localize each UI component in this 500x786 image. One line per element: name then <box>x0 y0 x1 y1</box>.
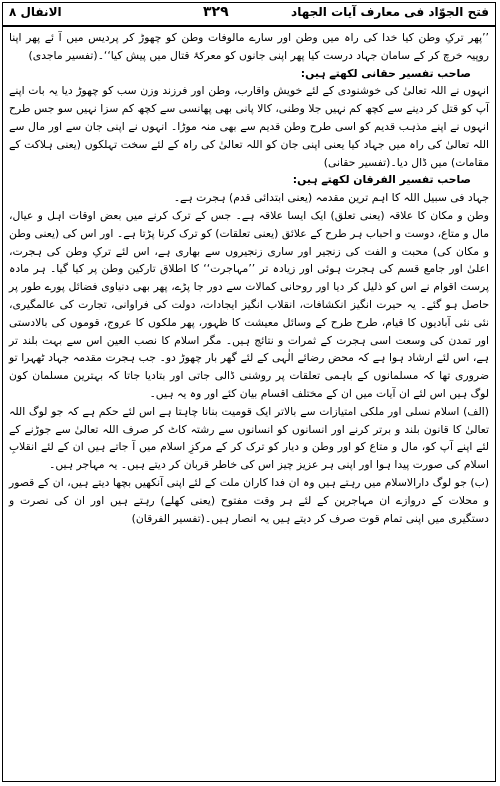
chapter-label: الانفال ۸ <box>9 5 62 19</box>
paragraph-watan: وطن و مکان کا علاقہ (یعنی تعلق) ایک ایسا علاقہ ہے۔ جس کے ترک کرنے میں بعض اوقات اہل و عیال، مال و متاع، دوست و احباب ہر طرح کے علائق (یعنی تعلقات) کو ترک کرنا پڑتا ہے۔ اور اس کی (یعنی وطن و مکان کی) محبت و الفت کی زنجیر اور ساری زنجیروں سے بھاری ہے، اس لئے ترکِ وطن کی ہجرت، اعلیٰ اور جامع قسم کی ہجرت ہوئی اور زیادہ تر ’’مہاجرت‘‘ کا اطلاق تارکین وطن پر کیا گیا۔ ہر مادہ پرست اقوام نے اس کو ذلیل کر دیا اور روحانی کمالات سے دور جا پڑے، پھر بھی دنیاوی فضائل پورے طور پر حاصل ہو گئے۔ یہ حیرت انگیز انکشافات، انقلاب انگیز ایجادات، دولت کی فراوانی، تجارت کی عالمگیری، نئی نئی آبادیوں کا قیام، طرح طرح کے وسائل معیشت کا ظہور، پھر ملکوں کا عروج، قوموں کی بالادستی اور تمدن کی وسعت اسی ہجرت کے ثمرات و نتائج ہیں۔ مگر اسلام کا نصب العین اس سے بہت بلند تر ہے، اس لئے ارشاد ہوا ہے کہ محض رضائے الٰہی کے لئے گھر بار چھوڑ دو۔ جب ہجرت مقدمہ جہاد ٹھہرا تو ضروری تھا کہ مسلمانوں کے باہمی تعلقات پر روشنی ڈالی جاتی اور بتادیا جاتا کہ بہترین مسلمان کون لوگ ہیں اس لئے ان آیات میں ان کے مختلف اقسام بیان کئے اور وہ یہ ہیں۔ <box>9 208 489 400</box>
paragraph-majidi-quote: ’’پھر ترکِ وطن کیا خدا کی راہ میں وطن اور سارے مالوفات وطن کو چھوڑ کر پردیس میں آ ئے پھر اپنا روپیہ خرچ کر کے سامان جہاد درست کیا پھر اپنی جانوں کو معرکۂ قتال میں پیش کیا‘‘۔(تفسیر ماجدی) <box>9 31 489 62</box>
page-header <box>3 3 495 27</box>
paragraph-haqqani: انہوں نے اللہ تعالیٰ کی خوشنودی کے لئے خویش واقارب، وطن اور فرزند وزن سب کو چھوڑ دیا یہ بات اپنے آپ کو قتل کر دینے سے کچھ کم نہیں جلا وطنی، کالا پانی بھی پھانسی سے کچھ کم سزا نہیں سو جس طرح انہوں نے اپنے مذہب قدیم کو اسی طرح وطن قدیم سے بھی منہ موڑا۔ انہوں نے اپنی جان سے اور مال سے اللہ تعالیٰ کی راہ میں جہاد کیا یعنی اپنی جان کو اللہ تعالیٰ کی راہ کے لئے سخت تہلکوں (یعنی ہلاکت کے مقامات) میں ڈال دیا۔(تفسیر حقانی) <box>9 84 489 169</box>
heading-furqan: صاحب تفسیر الفرقان لکھتے ہیں: <box>292 173 471 187</box>
book-title: فتح الجوّاد فی معارف آیات الجهاد <box>291 5 489 19</box>
page-body <box>9 29 489 779</box>
paragraph-hijrat-muqaddama: جہاد فی سبیل اللہ کا اہم ترین مقدمہ (یعنی ابتدائی قدم) ہجرت ہے۔ <box>173 191 489 205</box>
paragraph-bay: (ب) جو لوگ دارالاسلام میں رہتے ہیں وہ ان فدا کاران ملت کے لئے اپنی آنکھیں بچھا دیتے ہیں، ان کے قصور و محلات کے دروازے ان مہاجرین کے لئے ہر وقت مفتوح (یعنی کھلے) رہتے ہیں اور ان کی نصرت و دستگیری میں اپنی تمام قوت صرف کر دیتے ہیں یہ انصار ہیں۔(تفسیر الفرقان) <box>9 475 489 525</box>
page-frame <box>2 2 496 782</box>
paragraph-alif: (الف) اسلام نسلی اور ملکی امتیازات سے بالاتر ایک قومیت بنانا چاہتا ہے اس لئے حکم ہے کہ جو لوگ اللہ تعالیٰ کا قانون بلند و برتر کرنے اور انسانوں کو انسانوں سے رشتہ کاٹ کر صرف اللہ تعالیٰ سے جوڑنے کے لئے اپنے آپ کو، مال و متاع کو اور وطن و دیار کو ترک کر کے مرکزِ اسلام میں آ جاتے ہیں ان کے لئے انقلابِ اسلام کی صورت پیدا ہوا اور اپنی ہر عزیز چیز اس کی خاطر قربان کر دیتے ہیں۔ یہ مہاجر ہیں۔ <box>9 404 489 472</box>
page-number: ۳۲۹ <box>203 4 229 20</box>
heading-haqqani: صاحب تفسیر حقانی لکھتے ہیں: <box>300 66 471 80</box>
